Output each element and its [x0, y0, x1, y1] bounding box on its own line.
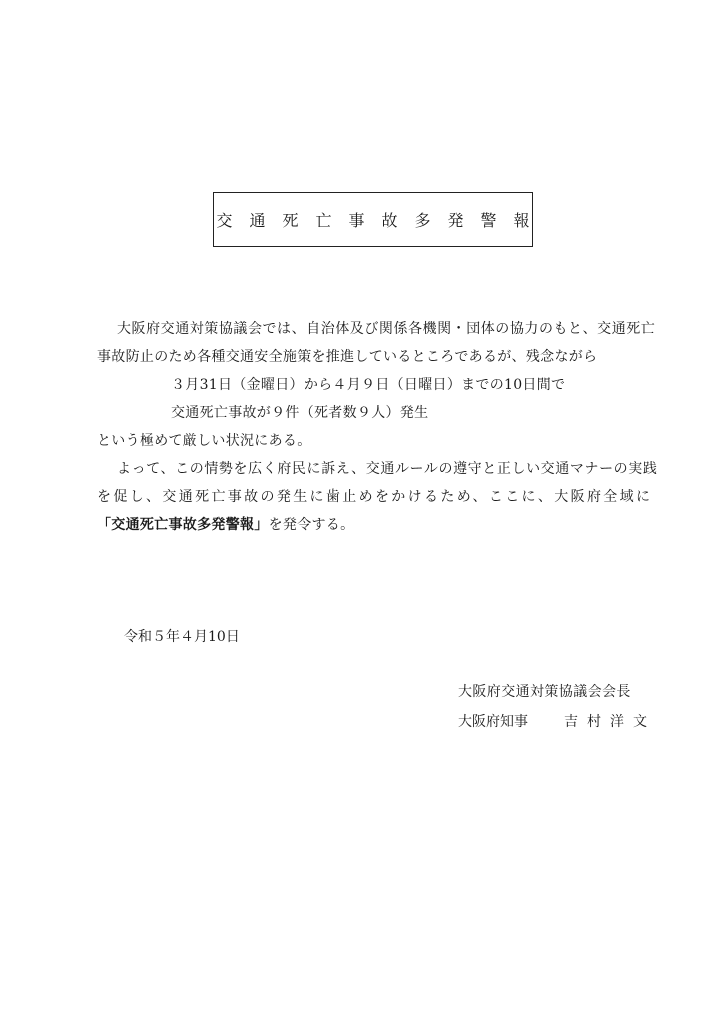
- body-line-8-rest: を発令する。: [268, 517, 355, 533]
- body-line-7: を促し、交通死亡事故の発生に歯止めをかけるため、ここに、大阪府全域に: [97, 489, 653, 505]
- body-line-5: という極めて厳しい状況にある。: [97, 433, 312, 449]
- signatory-name: 吉村洋文: [564, 714, 656, 730]
- period-line: ３月31日（金曜日）から４月９日（日曜日）までの10日間で: [171, 377, 566, 393]
- warning-emphasis: 「交通死亡事故多発警報」: [97, 517, 269, 533]
- issue-date: 令和５年４月10日: [124, 629, 240, 645]
- body-line-2: 事故防止のため各種交通安全施策を推進しているところであるが、残念ながら: [97, 349, 598, 365]
- body-line-8: [97, 516, 354, 534]
- accident-count-line: 交通死亡事故が９件（死者数９人）発生: [171, 405, 429, 421]
- signatory-role: 大阪府知事: [458, 714, 528, 730]
- title-box: [213, 192, 547, 247]
- signatory-line: [458, 713, 656, 731]
- document-title: 交通死亡事故多発警報: [216, 211, 547, 230]
- signatory-organization: 大阪府交通対策協議会会長: [458, 684, 631, 700]
- body-line-1: 大阪府交通対策協議会では、自治体及び関係各機関・団体の協力のもと、交通死亡: [117, 321, 656, 337]
- body-line-6: よって、この情勢を広く府民に訴え、交通ルールの遵守と正しい交通マナーの実践: [117, 461, 658, 477]
